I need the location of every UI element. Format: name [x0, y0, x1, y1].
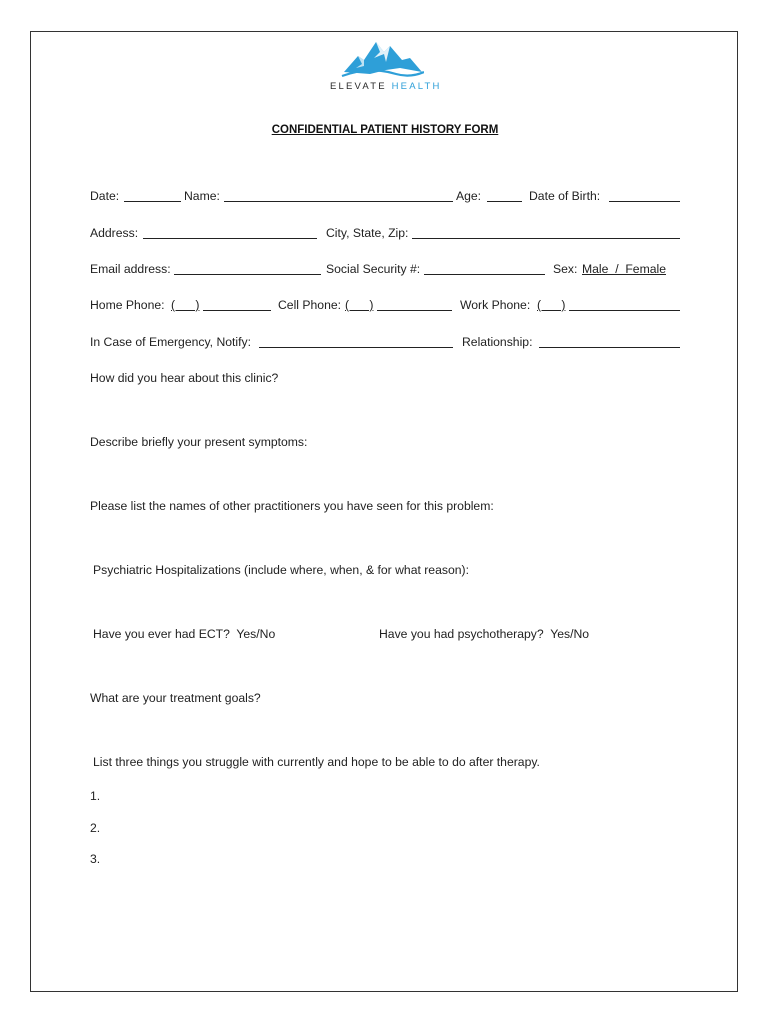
work-phone-label: Work Phone: — [460, 298, 531, 312]
age-label: Age: — [456, 189, 482, 203]
home-phone-area-code: ( ) — [171, 298, 200, 312]
cell-phone-area-code: ( ) — [345, 298, 374, 312]
relationship-label: Relationship: — [462, 335, 533, 349]
sex-options[interactable]: Male / Female — [582, 262, 666, 276]
logo-wordmark — [330, 81, 442, 92]
date-label: Date: — [90, 189, 120, 203]
list-item-1: 1. — [90, 789, 101, 803]
elevate-health-logo — [330, 38, 442, 94]
emergency-contact-field[interactable] — [259, 347, 453, 348]
address-label: Address: — [90, 226, 139, 240]
logo-word-2: HEALTH — [391, 81, 442, 92]
ssn-field[interactable] — [424, 274, 545, 275]
mountain-icon — [340, 38, 424, 80]
name-label: Name: — [184, 189, 220, 203]
question-present-symptoms: Describe briefly your present symptoms: — [90, 435, 308, 449]
question-other-practitioners: Please list the names of other practitioners you have seen for this problem: — [90, 499, 494, 513]
work-phone-area-code: ( ) — [537, 298, 566, 312]
dob-field[interactable] — [609, 201, 680, 202]
email-field[interactable] — [174, 274, 321, 275]
list-item-3: 3. — [90, 852, 101, 866]
emergency-contact-label: In Case of Emergency, Notify: — [90, 335, 251, 349]
home-phone-label: Home Phone: — [90, 298, 165, 312]
question-ect: Have you ever had ECT? Yes/No — [93, 627, 276, 641]
question-hear-about-clinic: How did you hear about this clinic? — [90, 371, 279, 385]
home-phone-field[interactable] — [203, 310, 271, 311]
age-field[interactable] — [487, 201, 522, 202]
cell-phone-field[interactable] — [377, 310, 452, 311]
city-state-zip-field[interactable] — [412, 238, 680, 239]
ssn-label: Social Security #: — [326, 262, 421, 276]
name-field[interactable] — [224, 201, 453, 202]
work-phone-field[interactable] — [569, 310, 680, 311]
question-three-struggles: List three things you struggle with currently and hope to be able to do after therapy. — [93, 755, 540, 769]
sex-label: Sex: — [553, 262, 578, 276]
list-item-2: 2. — [90, 821, 101, 835]
city-state-zip-label: City, State, Zip: — [326, 226, 409, 240]
question-treatment-goals: What are your treatment goals? — [90, 691, 261, 705]
question-psychiatric-hospitalizations: Psychiatric Hospitalizations (include where, when, & for what reason): — [93, 563, 469, 577]
cell-phone-label: Cell Phone: — [278, 298, 342, 312]
form-title: CONFIDENTIAL PATIENT HISTORY FORM — [271, 124, 499, 136]
date-field[interactable] — [124, 201, 181, 202]
question-psychotherapy: Have you had psychotherapy? Yes/No — [379, 627, 590, 641]
email-label: Email address: — [90, 262, 171, 276]
relationship-field[interactable] — [539, 347, 680, 348]
logo-word-1: ELEVATE — [330, 81, 387, 92]
address-field[interactable] — [143, 238, 317, 239]
dob-label: Date of Birth: — [529, 189, 601, 203]
